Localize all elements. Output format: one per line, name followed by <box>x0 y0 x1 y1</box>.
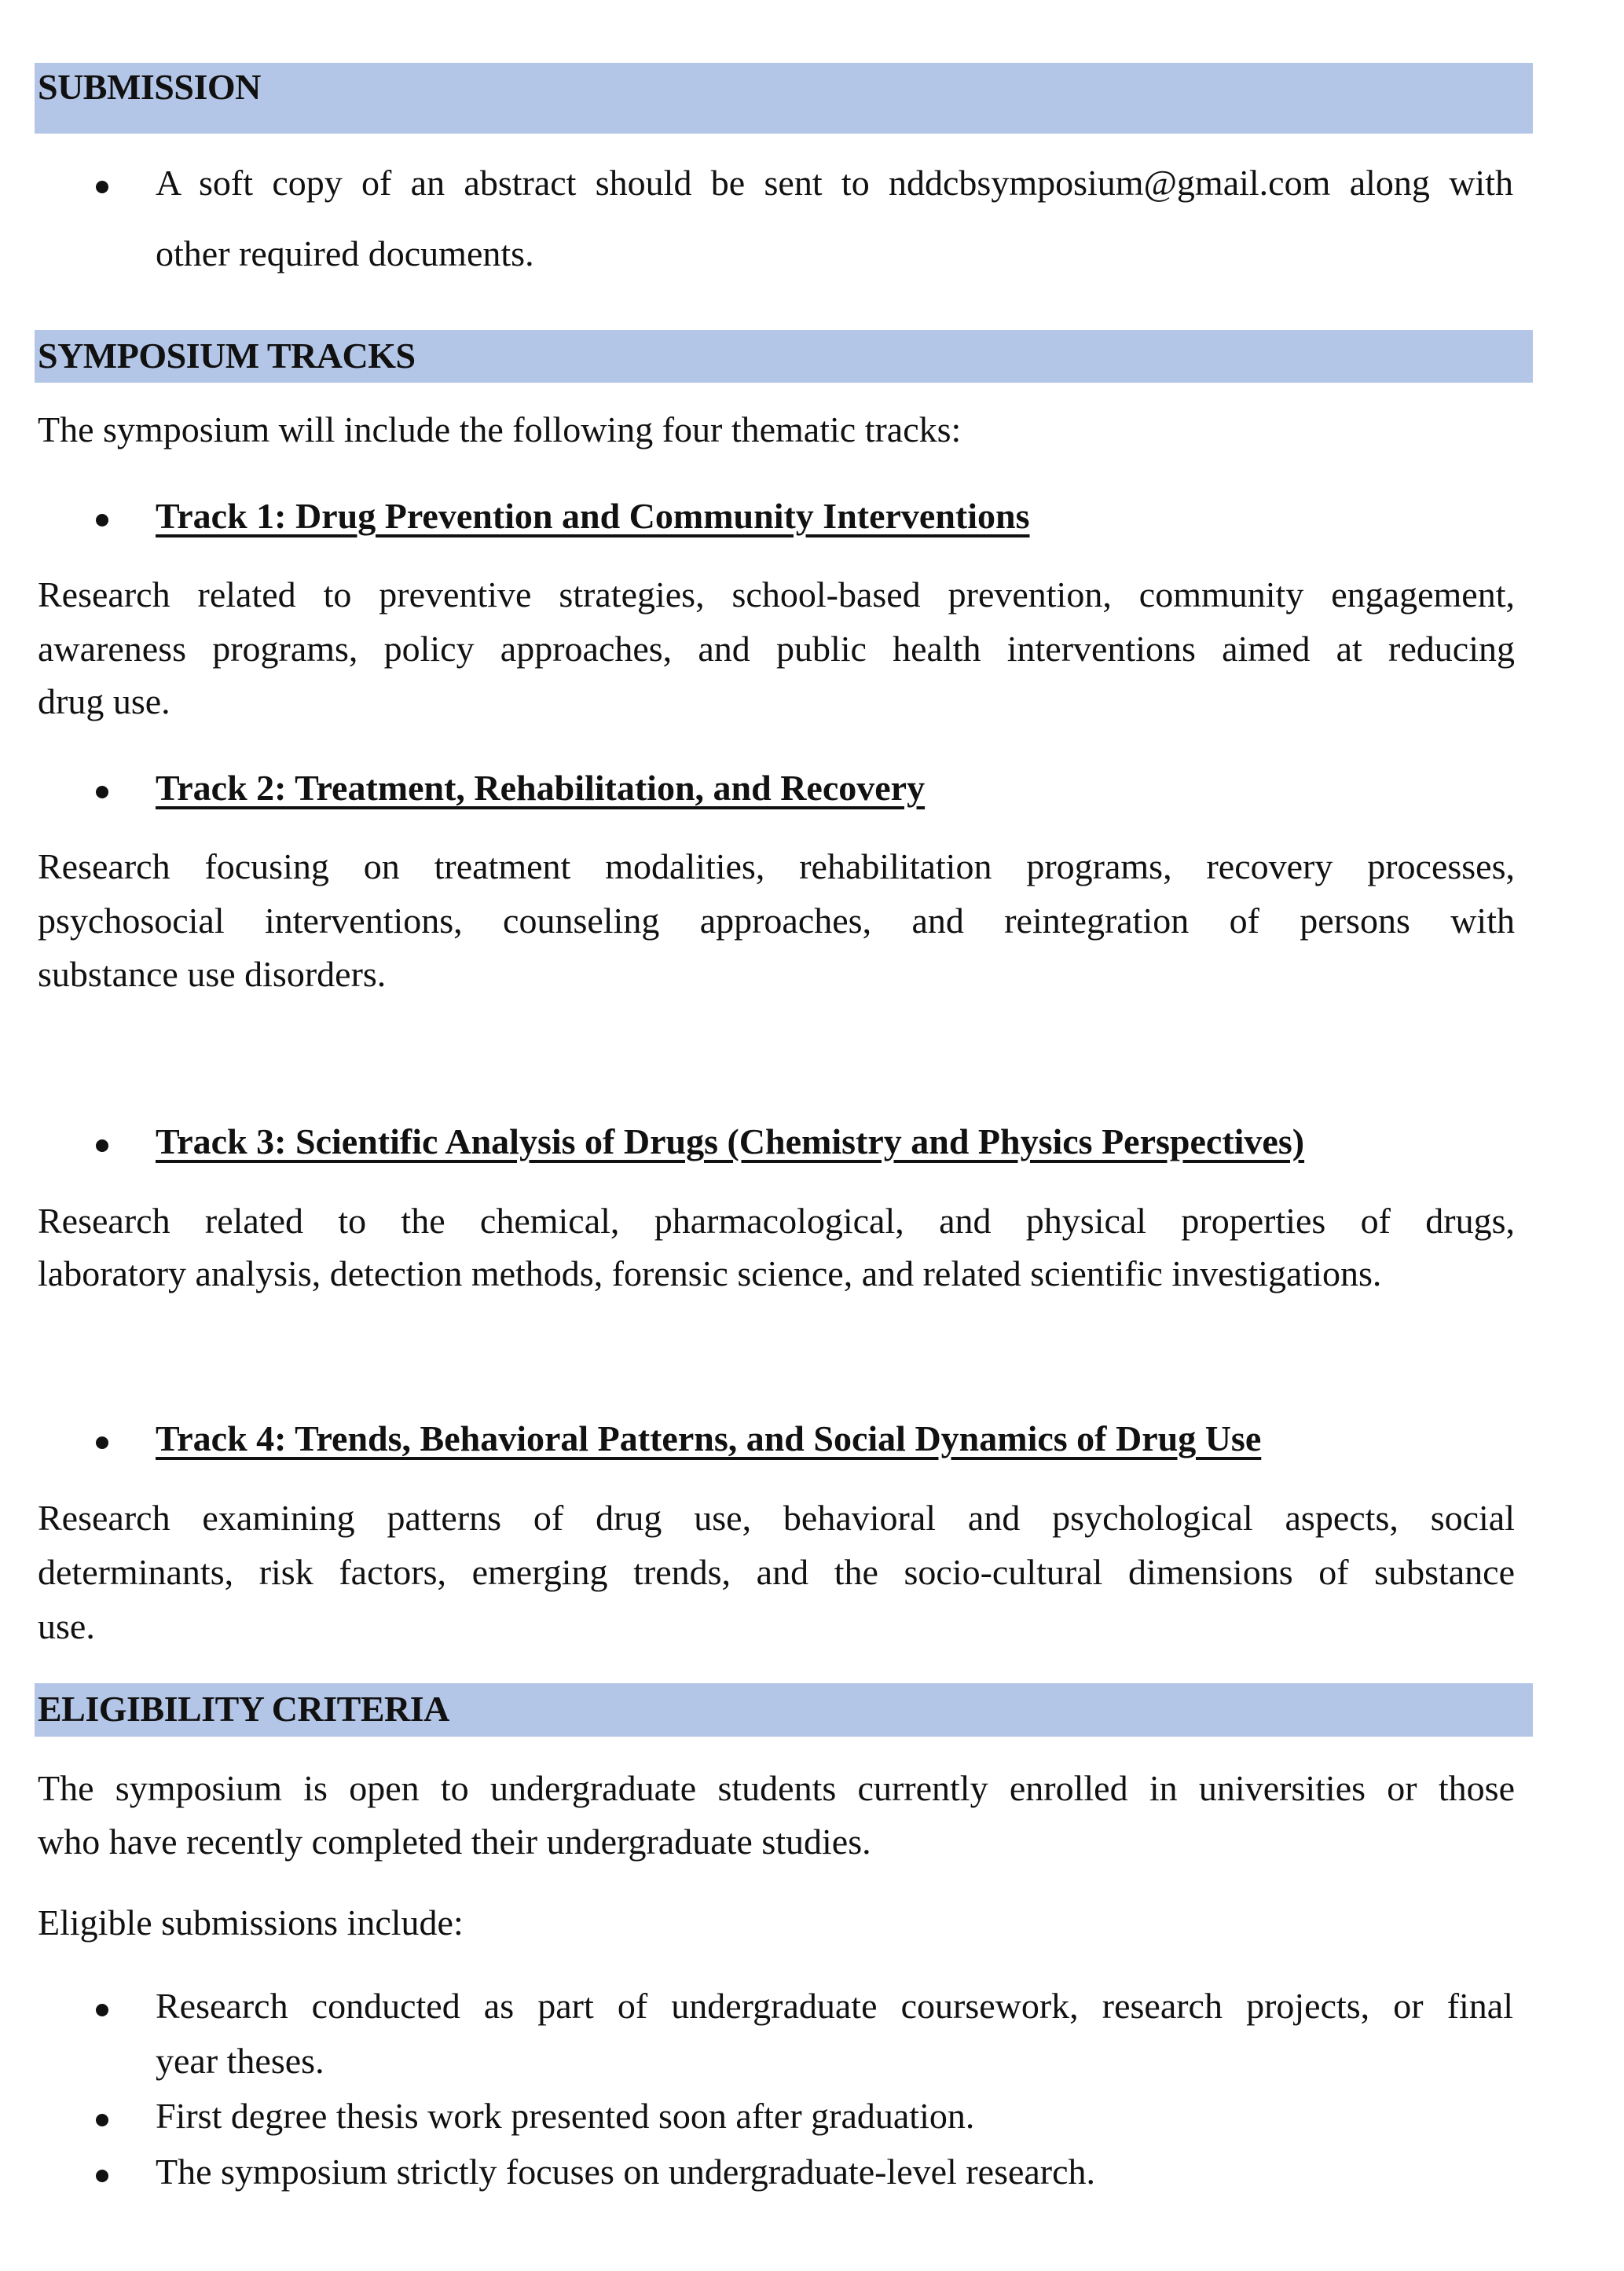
eligibility-bullet-1-line1: Research conducted as part of undergraduate coursework, research projects, or final <box>156 1986 1513 2026</box>
track-4-desc-line3: use. <box>38 1606 95 1646</box>
track-4-desc-line2: determinants, risk factors, emerging trends, and the socio-cultural dimensions of substance <box>38 1552 1515 1592</box>
track-4-title: Track 4: Trends, Behavioral Patterns, and Social Dynamics of Drug Use <box>156 1418 1262 1458</box>
track-4-desc-line1: Research examining patterns of drug use, behavioral and psychological aspects, social <box>38 1498 1515 1538</box>
bullet-icon <box>96 2004 108 2016</box>
bullet-icon <box>96 1436 108 1449</box>
submission-text-line1: A soft copy of an abstract should be sent to nddcbsymposium@gmail.com along with <box>156 163 1513 203</box>
bullet-icon <box>96 786 108 798</box>
eligibility-sub-intro: Eligible submissions include: <box>38 1902 464 1943</box>
eligibility-para-line1: The symposium is open to undergraduate students currently enrolled in universities or those <box>38 1768 1515 1808</box>
eligibility-heading: ELIGIBILITY CRITERIA <box>38 1689 449 1729</box>
bullet-icon <box>96 2114 108 2126</box>
track-2-title: Track 2: Treatment, Rehabilitation, and Recovery <box>156 768 926 808</box>
track-1-title: Track 1: Drug Prevention and Community Interventions <box>156 496 1030 536</box>
track-1-desc-line2: awareness programs, policy approaches, and public health interventions aimed at reducing <box>38 629 1515 669</box>
track-3-title: Track 3: Scientific Analysis of Drugs (Chemistry and Physics Perspectives) <box>156 1121 1305 1161</box>
track-2-desc-line2: psychosocial interventions, counseling approaches, and reintegration of persons with <box>38 901 1515 941</box>
bullet-icon <box>96 2170 108 2182</box>
submission-heading: SUBMISSION <box>38 67 261 107</box>
eligibility-para-line2: who have recently completed their undergraduate studies. <box>38 1822 871 1862</box>
track-3-desc-line2: laboratory analysis, detection methods, forensic science, and related scientific investigations. <box>38 1253 1382 1293</box>
bullet-icon <box>96 514 108 526</box>
tracks-heading-band <box>35 330 1533 383</box>
tracks-heading: SYMPOSIUM TRACKS <box>38 336 416 376</box>
track-2-desc-line3: substance use disorders. <box>38 954 387 994</box>
track-3-desc-line1: Research related to the chemical, pharmacological, and physical properties of drugs, <box>38 1201 1515 1241</box>
eligibility-bullet-2: First degree thesis work presented soon after graduation. <box>156 2096 975 2136</box>
bullet-icon <box>96 1139 108 1152</box>
track-1-desc-line3: drug use. <box>38 681 170 721</box>
bullet-icon <box>96 181 108 193</box>
submission-heading-band <box>35 63 1533 134</box>
eligibility-heading-band <box>35 1683 1533 1737</box>
eligibility-bullet-1-line2: year theses. <box>156 2041 324 2081</box>
eligibility-bullet-3: The symposium strictly focuses on undergraduate-level research. <box>156 2152 1096 2192</box>
track-2-desc-line1: Research focusing on treatment modalities, rehabilitation programs, recovery processes, <box>38 846 1515 886</box>
submission-text-line2: other required documents. <box>156 233 534 273</box>
tracks-intro: The symposium will include the following four thematic tracks: <box>38 409 962 449</box>
track-1-desc-line1: Research related to preventive strategies, school-based prevention, community engagement, <box>38 574 1515 615</box>
